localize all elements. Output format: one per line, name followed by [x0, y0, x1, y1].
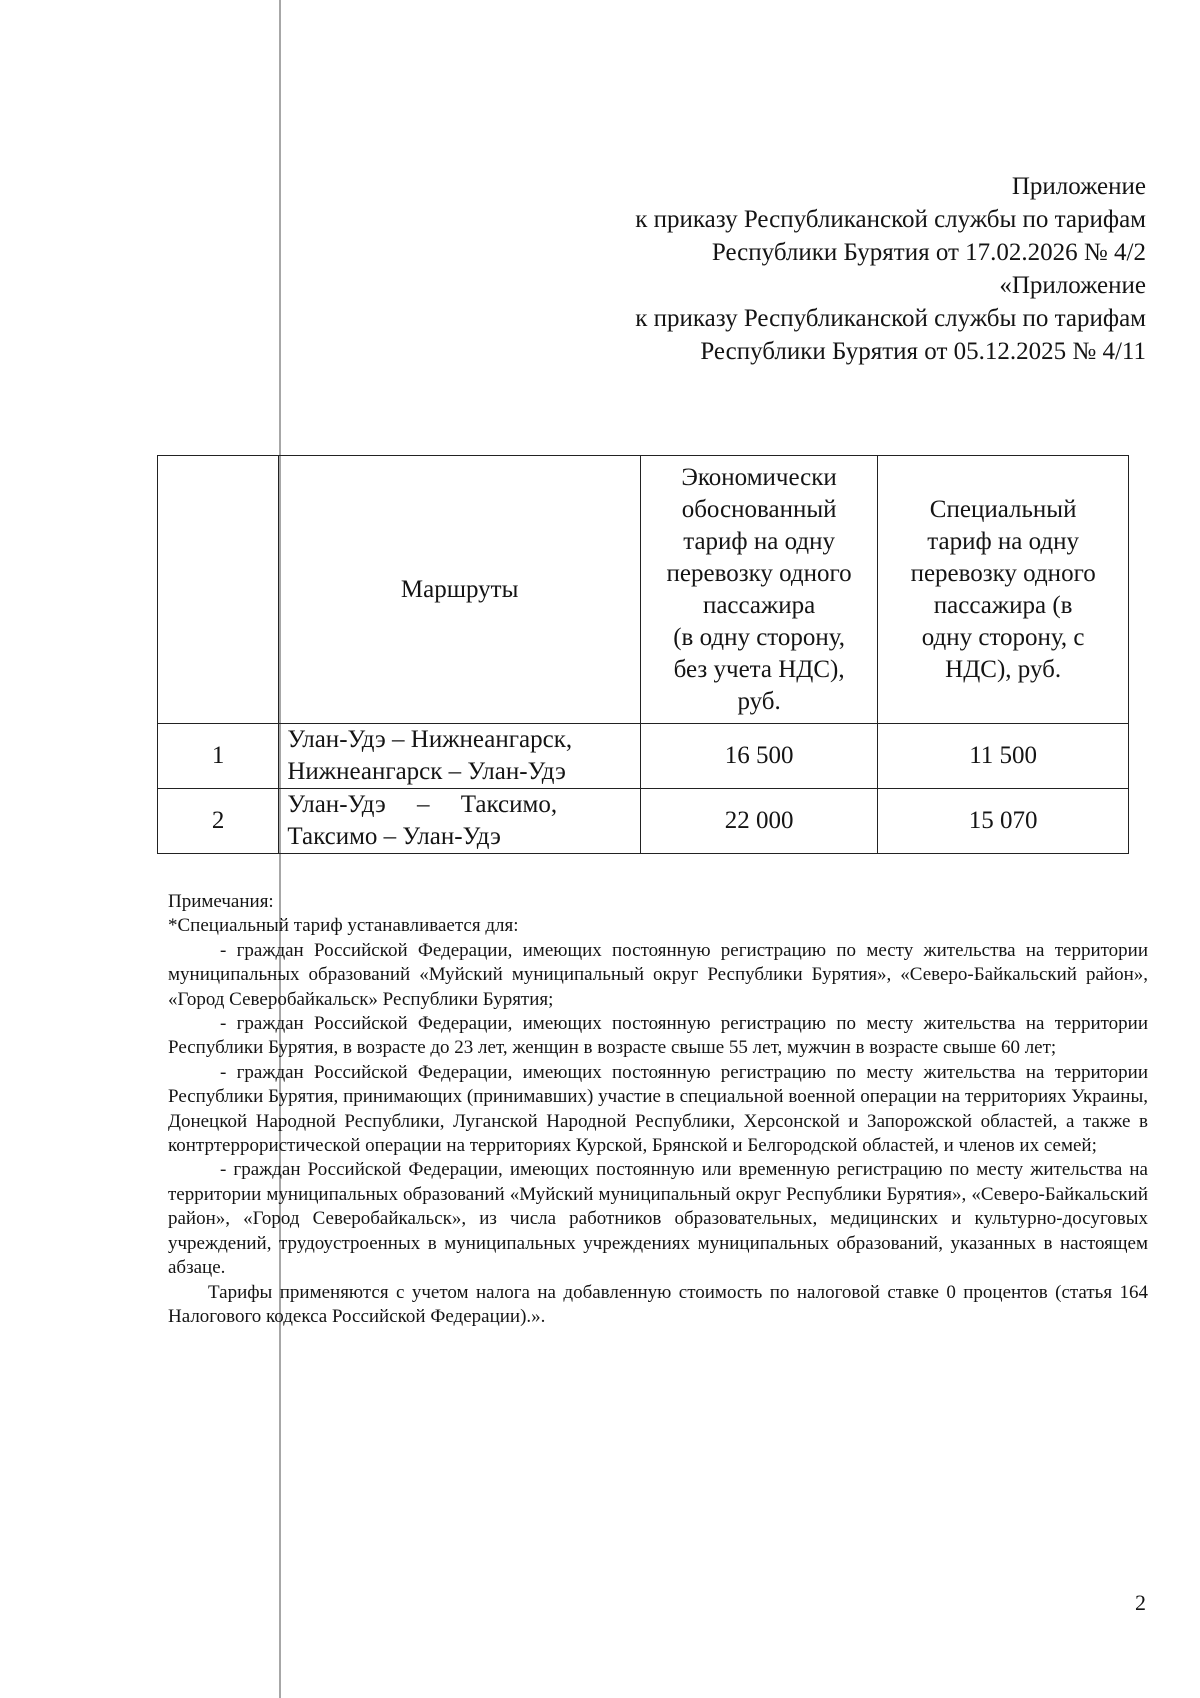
econ-tariff-value: 16 500: [640, 724, 877, 789]
page-number: 2: [1135, 1590, 1146, 1615]
header-line: Приложение: [1011, 173, 1146, 200]
header-line: к приказу Республиканской службы по тарифам: [635, 206, 1146, 233]
header-line: Экономически: [681, 463, 837, 491]
notes-item: - граждан Российской Федерации, имеющих постоянную регистрацию по месту жительства на территории Республики Бурятия, в возрасте до 23 лет, женщин в возрасте свыше 55 лет, мужчин в возрасте свыше 60 лет;: [168, 1013, 1148, 1059]
notes-closing: Тарифы применяются с учетом налога на добавленную стоимость по налоговой ставке 0 процентов (статья 164 Налогового кодекса Российской Федерации).».: [168, 1281, 1148, 1327]
special-tariff-value: 15 070: [878, 789, 1129, 854]
header-line: (в одну сторону,: [673, 623, 846, 651]
route-line: Таксимо – Улан-Удэ: [287, 823, 501, 850]
header-line: пассажира: [702, 591, 816, 619]
route-line: Улан-Удэ – Нижнеангарск,: [287, 726, 573, 753]
header-line: Республики Бурятия от 17.02.2026 № 4/2: [711, 239, 1146, 266]
notes-item: - граждан Российской Федерации, имеющих постоянную регистрацию по месту жительства на территории Республики Бурятия, принимающих (принимавших) участие в специальной военной операции на территориях Украины, Донецкой Народной Республики, Луганской Народной Республики, Херсонской и Запорожской областей, а также в контртеррористической операции на территориях Курской, Брянской и Белгородской областей, и членов их семей;: [168, 1061, 1148, 1157]
table-row: [158, 789, 1129, 854]
header-line: без учета НДС),: [673, 655, 845, 683]
row-number: 1: [158, 724, 279, 789]
header-line: одну сторону, с: [921, 623, 1085, 651]
route-line: Улан-Удэ – Таксимо,: [287, 791, 558, 818]
special-tariff-value: 11 500: [878, 724, 1129, 789]
header-line: перевозку одного: [910, 559, 1096, 587]
row-number: 2: [158, 789, 279, 854]
header-line: пассажира (в: [933, 591, 1073, 619]
header-cell-number: [158, 456, 279, 724]
notes-section: [168, 890, 1148, 1329]
header-line: тариф на одну: [927, 527, 1080, 555]
header-line: обоснованный: [681, 495, 837, 523]
header-line: «Приложение: [999, 272, 1146, 299]
econ-tariff-value: 22 000: [640, 789, 877, 854]
notes-intro: *Специальный тариф устанавливается для:: [168, 915, 519, 937]
table-row: [158, 724, 1129, 789]
notes-item: - граждан Российской Федерации, имеющих постоянную или временную регистрацию по месту жительства на территории муниципальных образований «Муйский муниципальный округ Республики Бурятия», «Северо-Байкальский район», «Город Северобайкальск», из числа работников образовательных, медицинских и культурно-досуговых учреждений, трудоустроенных в муниципальных учреждениях муниципальных образований, указанных в настоящем абзаце.: [168, 1159, 1148, 1279]
table-header-row: [158, 456, 1129, 724]
header-line: Республики Бурятия от 05.12.2025 № 4/11: [700, 338, 1146, 365]
header-cell-econ-tariff: [640, 456, 877, 724]
header-line: перевозку одного: [666, 559, 852, 587]
header-line: тариф на одну: [683, 527, 835, 555]
route-cell: [279, 789, 641, 854]
notes-item: - граждан Российской Федерации, имеющих постоянную регистрацию по месту жительства на территории муниципальных образований «Муйский муниципальный округ Республики Бурятия», «Северо-Байкальский район», «Город Северобайкальск» Республики Бурятия;: [168, 939, 1148, 1010]
header-line: руб.: [737, 687, 781, 715]
header-cell-routes: Маршруты: [279, 456, 641, 724]
appendix-header: [635, 170, 1146, 368]
header-cell-special-tariff: [878, 456, 1129, 724]
route-cell: [279, 724, 641, 789]
header-line: Специальный: [929, 495, 1077, 523]
header-line: НДС), руб.: [945, 655, 1062, 683]
route-line: Нижнеангарск – Улан-Удэ: [287, 758, 566, 785]
header-line: к приказу Республиканской службы по тарифам: [635, 305, 1146, 332]
notes-title: Примечания:: [168, 891, 274, 912]
tariff-table: [157, 455, 1129, 854]
